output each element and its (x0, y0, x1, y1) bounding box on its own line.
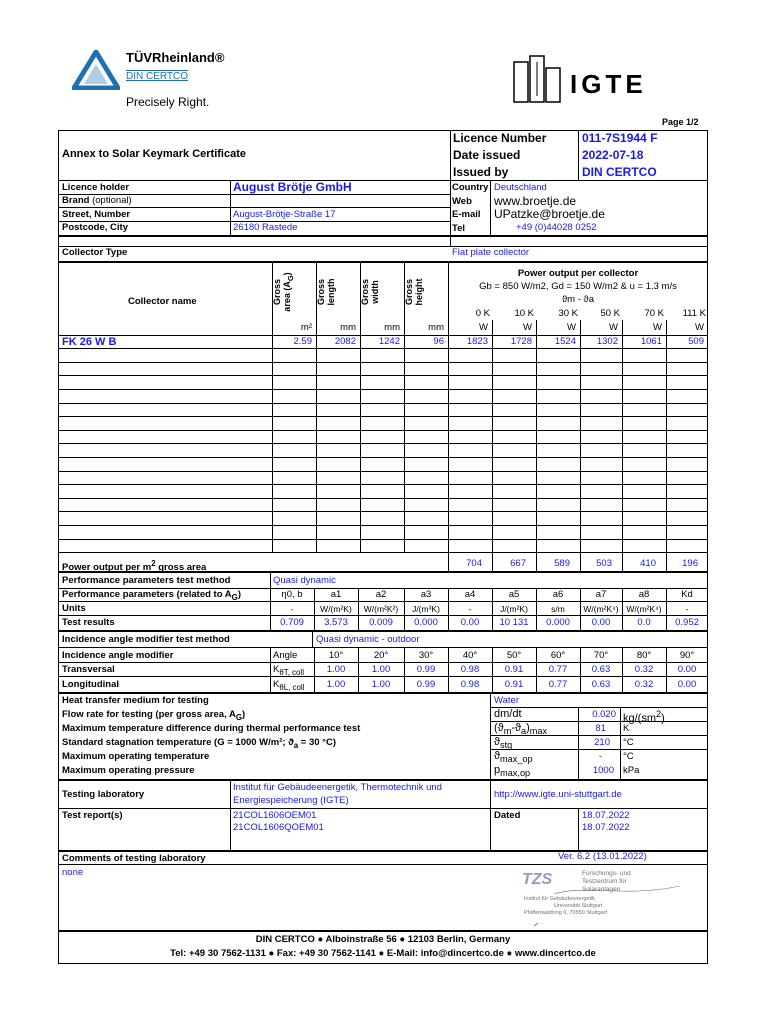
stag-unit: °C (623, 737, 634, 748)
flow-symbol: dm/dt (494, 708, 522, 720)
lab-name-line1: Institut für Gebäudeenergetik, Thermotechnik und (233, 782, 442, 793)
perf-result: 0.709 (280, 617, 304, 628)
transversal-label: Transversal (62, 664, 115, 675)
power-per-m2-value: 704 (466, 558, 482, 569)
power-unit: W (567, 322, 576, 333)
iam-trans-value: 0.99 (416, 664, 436, 675)
licence-holder: August Brötje GmbH (233, 180, 352, 194)
gross-height-header: Gross height (404, 278, 424, 306)
longitudinal-label: Longitudinal (62, 679, 119, 690)
collector-power: 1061 (640, 336, 662, 347)
igte-text: IGTE (570, 69, 647, 99)
iam-trans-value: 0.32 (634, 664, 654, 675)
lab-url-link[interactable]: http://www.igte.uni-stuttgart.de (494, 789, 622, 800)
iam-angle: 80° (636, 650, 652, 661)
version: Ver. 6.2 (13.01.2022) (558, 851, 647, 862)
page-number: Page 1/2 (662, 117, 699, 127)
perf-results-label: Test results (62, 617, 115, 628)
iam-angle: 20° (373, 650, 389, 661)
iam-method: Quasi dynamic - outdoor (316, 634, 420, 645)
street: August-Brötje-Straße 17 (233, 209, 336, 220)
power-per-m2-value: 503 (596, 558, 612, 569)
dim-unit: m² (300, 322, 312, 333)
collector-type: Flat plate collector (452, 247, 530, 258)
stag-value: 210 (594, 737, 610, 748)
maxp-label: Maximum operating pressure (62, 765, 195, 776)
perf-param: a5 (508, 589, 520, 600)
stamp-line1: Forschungs- und (582, 870, 631, 877)
collector-power: 1823 (466, 336, 488, 347)
stamp-line6: Pfaffenwaldring 6, 70550 Stuttgart (524, 910, 608, 916)
maxop-symbol: $ϑ_{max\_op}$ (494, 750, 533, 765)
collector-length: 2082 (334, 336, 356, 347)
stamp-line2: Testzentrum für (582, 878, 627, 885)
footer-line2: Tel: +49 30 7562-1131 ● Fax: +49 30 7562-1141 ● E-Mail: info@dincertco.de ● www.dincertco.de (170, 948, 596, 959)
temp-header: 50 K (600, 308, 620, 319)
comments-label: Comments of testing laboratory (62, 853, 206, 864)
lab-stamp (494, 864, 690, 928)
temp-header: 0 K (475, 308, 490, 319)
gross-area-header: Gross area $(A_G)$ (272, 272, 295, 312)
iam-long-value: 0.63 (591, 679, 611, 690)
iam-long-value: 0.77 (548, 679, 568, 690)
collector-name: FK 26 W B (62, 336, 117, 348)
stag-label: Standard stagnation temperature (G = 1000 W/m²; $ϑ_a = 30$ °C) (62, 737, 336, 750)
tuv-brand-text: TÜVRheinland® (126, 50, 225, 65)
power-unit: W (653, 322, 662, 333)
perf-param: a1 (330, 589, 342, 600)
perf-unit: W/(m²K²) (363, 604, 399, 614)
perf-param: a3 (420, 589, 432, 600)
long-symbol: $K_{\theta L, coll}$ (273, 679, 305, 692)
power-per-m2-value: 589 (554, 558, 570, 569)
perf-unit: W/(m²K⁴) (626, 604, 662, 614)
stamp-line3: Solaranlagen (582, 886, 621, 893)
tuv-logo (72, 44, 232, 114)
temp-header: 70 K (644, 308, 664, 319)
tzs-logo: TZS (522, 871, 553, 888)
iam-long-value: 0.91 (504, 679, 524, 690)
perf-param: a2 (375, 589, 387, 600)
tuv-sub-text: DIN CERTCO (126, 71, 189, 82)
dim-unit: mm (384, 322, 400, 333)
brand-label: Brand (optional) (62, 195, 132, 206)
dated-label: Dated (494, 810, 521, 821)
power-unit: W (479, 322, 488, 333)
perf-param: a7 (595, 589, 607, 600)
iam-trans-value: 0.91 (504, 664, 524, 675)
flow-label: Flow rate for testing (per gross area, $A_G$) (62, 709, 246, 722)
iam-trans-value: 0.63 (591, 664, 611, 675)
tel-label: Tel (452, 223, 466, 234)
iam-angle: 30° (418, 650, 434, 661)
angle-label: Angle (273, 650, 298, 661)
power-unit: W (695, 322, 704, 333)
power-conditions: Gb = 850 W/m2, Gd = 150 W/m2 & u = 1.3 m/s (479, 281, 677, 292)
date-issued-label: Date issued (453, 148, 521, 162)
perf-unit: J/(m²K) (500, 604, 528, 614)
iam-label: Incidence angle modifier (62, 650, 174, 661)
comments-text: none (62, 867, 84, 878)
maxdiff-symbol: $(ϑ_m-ϑ_a)_{max}$ (494, 722, 548, 737)
iam-trans-value: 1.00 (371, 664, 391, 675)
stamp-line5: Universität Stuttgart (554, 903, 603, 909)
perf-result: 0.009 (369, 617, 393, 628)
power-per-m2-value: 196 (682, 558, 698, 569)
power-title: Power output per collector (517, 268, 639, 279)
collector-power: 1302 (596, 336, 618, 347)
power-delta: ϑm - ϑa (561, 294, 595, 305)
postcode: 26180 Rastede (233, 222, 298, 233)
maxop-unit: °C (623, 751, 634, 762)
perf-result: 0.00 (460, 617, 480, 628)
stag-symbol: $ϑ_{stg}$ (494, 736, 513, 751)
iam-angle: 70° (593, 650, 609, 661)
perf-result: 0.00 (591, 617, 611, 628)
certificate-frame (58, 130, 708, 964)
perf-params-label: Performance parameters (related to $A_G$) (62, 589, 241, 602)
tel: +49 (0)44028 0252 (516, 222, 597, 233)
stamp-line4: Institut für Gebäudeenergetik (524, 896, 595, 902)
perf-unit: W/(m²K⁴) (583, 604, 619, 614)
maxp-value: 1000 (592, 765, 614, 776)
postcode-label: Postcode, City (62, 222, 128, 233)
trans-symbol: $K_{\theta T, coll}$ (273, 664, 304, 677)
collector-power: 509 (688, 336, 704, 347)
perf-unit: s/m (551, 604, 565, 614)
tuv-triangle-icon (72, 50, 120, 90)
perf-result: 10 131 (499, 617, 529, 628)
licence-number: 011-7S1944 F (582, 131, 658, 145)
iam-long-value: 0.00 (677, 679, 697, 690)
signature-icon (494, 864, 690, 928)
perf-unit: - (468, 604, 472, 614)
report-label: Test report(s) (62, 810, 123, 821)
perf-param: a8 (638, 589, 650, 600)
gross-width-header: Gross width (360, 279, 380, 306)
collector-power: 1524 (554, 336, 576, 347)
collector-type-label: Collector Type (62, 247, 128, 258)
date-issued: 2022-07-18 (582, 148, 644, 162)
iam-angle: 10° (328, 650, 344, 661)
collector-name-header: Collector name (128, 296, 197, 307)
tuv-slogan: Precisely Right. (126, 95, 210, 109)
country-label: Country (452, 182, 489, 193)
iam-angle: 50° (506, 650, 522, 661)
issued-by-label: Issued by (453, 165, 509, 179)
maxop-label: Maximum operating temperature (62, 751, 210, 762)
power-unit: W (523, 322, 532, 333)
perf-method: Quasi dynamic (273, 575, 336, 586)
flow-unit: $kg/(sm^2)$ (623, 709, 665, 725)
footer-line1: DIN CERTCO ● Alboinstraße 56 ● 12103 Berlin, Germany (255, 934, 511, 945)
perf-param: η0, b (281, 589, 303, 600)
report-1: 21COL1606OEM01 (233, 810, 317, 821)
iam-long-value: 1.00 (371, 679, 391, 690)
email-label: E-mail (452, 209, 481, 220)
maxop-value: - (598, 751, 602, 762)
licence-number-label: Licence Number (453, 131, 547, 145)
collector-height: 96 (433, 336, 444, 347)
email-link[interactable]: UPatzke@broetje.de (494, 207, 605, 221)
perf-result: 0.0 (637, 617, 651, 628)
collector-area: 2.59 (293, 336, 312, 347)
maxp-symbol: $p_{max,op}$ (494, 764, 531, 779)
issued-by: DIN CERTCO (582, 165, 657, 179)
medium-label: Heat transfer medium for testing (62, 695, 209, 706)
web-label: Web (452, 196, 472, 207)
gross-length-header: Gross length (316, 278, 336, 306)
collector-power: 1728 (510, 336, 532, 347)
perf-result: 0.000 (546, 617, 570, 628)
iam-trans-value: 1.00 (326, 664, 346, 675)
igte-logo (510, 52, 670, 108)
date-2: 18.07.2022 (582, 822, 630, 833)
maxdiff-label: Maximum temperature difference during thermal performance test (62, 723, 361, 734)
power-per-m2-label: Power output per $m^2$ gross area (62, 559, 207, 574)
iam-long-value: 1.00 (326, 679, 346, 690)
perf-unit: - (685, 604, 689, 614)
iam-long-value: 0.32 (634, 679, 654, 690)
temp-header: 111 K (682, 308, 706, 319)
perf-unit: J/(m³K) (412, 604, 440, 614)
street-label: Street, Number (62, 209, 131, 220)
maxdiff-unit: K (623, 723, 630, 734)
temp-header: 30 K (558, 308, 578, 319)
iam-method-label: Incidence angle modifier test method (62, 634, 230, 645)
medium: Water (494, 695, 519, 706)
licence-holder-label: Licence holder (62, 182, 130, 193)
perf-unit: W/(m²K) (320, 604, 352, 614)
iam-trans-value: 0.98 (460, 664, 480, 675)
collector-width: 1242 (378, 336, 400, 347)
dim-unit: mm (340, 322, 356, 333)
country: Deutschland (494, 182, 547, 193)
iam-trans-value: 0.77 (548, 664, 568, 675)
temp-header: 10 K (514, 308, 534, 319)
perf-unit: - (290, 604, 294, 614)
perf-result: 3.573 (324, 617, 348, 628)
maxdiff-value: 81 (595, 723, 606, 734)
dim-unit: mm (428, 322, 444, 333)
power-unit: W (609, 322, 618, 333)
web-link[interactable]: www.broetje.de (494, 194, 577, 208)
perf-units-label: Units (62, 603, 86, 614)
iam-long-value: 0.99 (416, 679, 436, 690)
power-per-m2-value: 667 (510, 558, 526, 569)
perf-param: a4 (464, 589, 476, 600)
lab-name-line2: Energiespeicherung (IGTE) (233, 795, 349, 806)
report-2: 21COL1606QOEM01 (233, 822, 324, 833)
igte-building-icon (510, 52, 566, 108)
iam-angle: 40° (462, 650, 478, 661)
page-title: Annex to Solar Keymark Certificate (62, 148, 247, 160)
perf-result: 0.952 (675, 617, 699, 628)
perf-param: a6 (552, 589, 564, 600)
perf-param: Kd (681, 589, 693, 600)
iam-trans-value: 0.00 (677, 664, 697, 675)
perf-result: 0.000 (414, 617, 438, 628)
iam-long-value: 0.98 (460, 679, 480, 690)
date-1: 18.07.2022 (582, 810, 630, 821)
iam-angle: 60° (550, 650, 566, 661)
power-per-m2-value: 410 (640, 558, 656, 569)
iam-angle: 90° (679, 650, 695, 661)
flow-value: 0.020 (592, 709, 616, 720)
lab-label: Testing laboratory (62, 789, 145, 800)
maxp-unit: kPa (623, 765, 640, 776)
perf-method-label: Performance parameters test method (62, 575, 231, 586)
